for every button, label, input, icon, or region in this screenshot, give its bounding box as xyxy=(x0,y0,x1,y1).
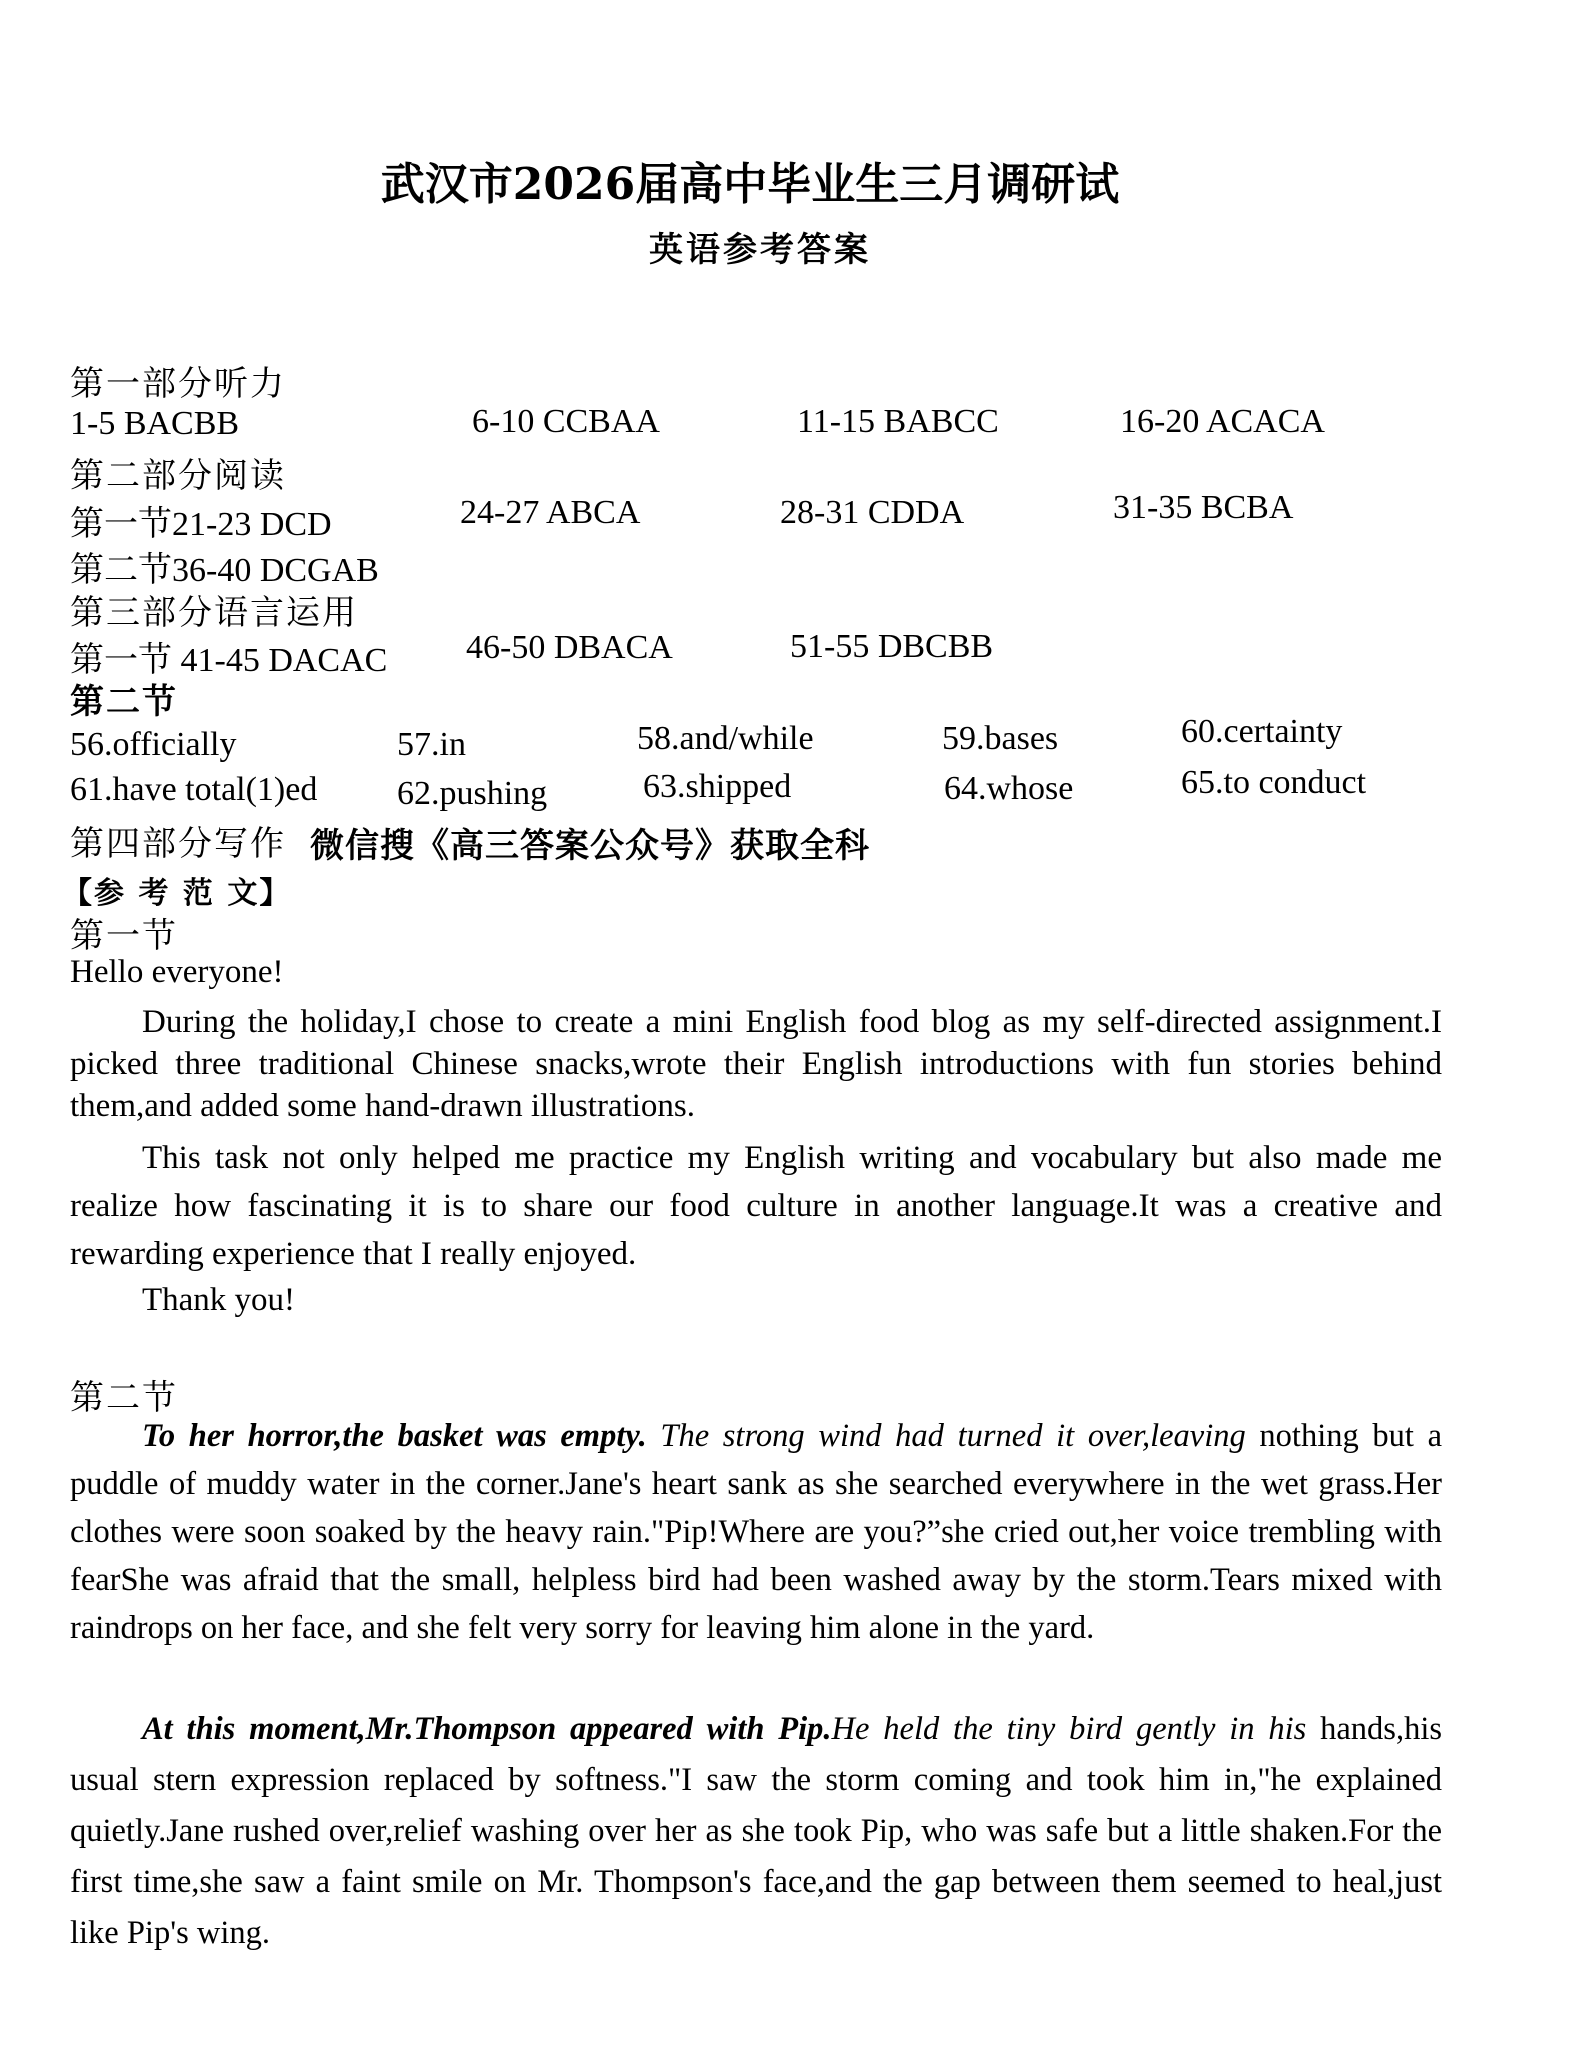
story-italic-text: The strong wind had turned it over,leaving xyxy=(646,1418,1246,1454)
fill-answer: 64.whose xyxy=(944,770,1074,807)
answer-group: 6-10 CCBAA xyxy=(472,403,660,440)
greeting: Hello everyone! xyxy=(70,954,284,990)
story-paragraph xyxy=(70,1704,1442,1959)
answer-group: 46-50 DBACA xyxy=(466,629,673,666)
story-text: hands,his usual stern expression replaced by softness."I saw the storm coming and took him in,"he explained quietly.Jane rushed over,relief washing over her as she took Pip, who was safe but a little shaken.For the first time,she saw a faint smile on Mr. Thompson's face,and the gap between them seemed to heal,just like Pip's wing. xyxy=(70,1711,1442,1951)
story-lead-sentence: At this moment,Mr.Thompson appeared with Pip. xyxy=(142,1711,832,1747)
fill-answer: 57.in xyxy=(397,726,466,763)
answer-group: 28-31 CDDA xyxy=(780,494,965,531)
story-paragraph xyxy=(70,1412,1442,1652)
part3-section2-heading: 第二节 xyxy=(70,682,178,722)
answer-group: 第一节21-23 DCD xyxy=(70,506,332,543)
answer-group: 16-20 ACACA xyxy=(1120,403,1325,440)
part2-heading: 第二部分阅读 xyxy=(70,456,286,496)
story-text: nothing but a puddle of muddy water in the corner.Jane's heart sank as she searched everywhere in the wet grass.Her clothes were soon soaked by the heavy rain."Pip!Where are you?”she cried out,her voice trembling with fearShe was afraid that the small, helpless bird had been washed away by the storm.Tears mixed with raindrops on her face, and she felt very sorry for leaving him alone in the yard. xyxy=(70,1418,1443,1646)
essay-paragraph: This task not only helped me practice my English writing and vocabulary but also made me realize how fascinating it is to share our food culture in another language.It was a creative and rewarding experience that I really enjoyed. xyxy=(70,1140,1442,1272)
part4-heading: 第四部分写作 xyxy=(70,824,286,864)
fill-answer: 56.officially xyxy=(70,726,237,763)
page-subtitle: 英语参考答案 xyxy=(649,230,871,270)
answer-group: 31-35 BCBA xyxy=(1113,489,1294,526)
page-title: 武汉市2026届高中毕业生三月调研试 xyxy=(380,159,1120,210)
answer-group: 1-5 BACBB xyxy=(70,405,240,442)
answer-group: 11-15 BABCC xyxy=(797,403,999,440)
fill-answer: 60.certainty xyxy=(1181,713,1343,750)
essay-paragraph: During the holiday,I chose to create a mini English food blog as my self-directed assignment.I picked three traditional Chinese snacks,wrote their English introductions with fun stories behind them,and added some hand-drawn illustrations. xyxy=(70,1004,1442,1124)
part3-heading: 第三部分语言运用 xyxy=(70,593,358,633)
fill-answer: 63.shipped xyxy=(643,768,792,805)
fill-answer: 65.to conduct xyxy=(1181,764,1367,801)
essay-closing: Thank you! xyxy=(142,1282,296,1318)
story-lead-sentence: To her horror,the basket was empty. xyxy=(142,1418,647,1454)
fill-answer: 58.and/while xyxy=(637,720,814,757)
writing-section1-label: 第一节 xyxy=(70,916,178,956)
story-italic-text: He held the tiny bird gently in his xyxy=(831,1711,1307,1747)
answer-group: 第一节 41-45 DACAC xyxy=(70,642,388,679)
answer-group: 24-27 ABCA xyxy=(460,494,641,531)
answer-group: 51-55 DBCBB xyxy=(790,628,994,665)
fill-answer: 62.pushing xyxy=(397,775,548,812)
sample-essay-label: 【参 考 范 文】 xyxy=(62,876,292,911)
writing-section2-label: 第二节 xyxy=(70,1378,178,1418)
fill-answer: 61.have total(1)ed xyxy=(70,771,318,808)
fill-answer: 59.bases xyxy=(942,720,1059,757)
promo-text: 微信搜《高三答案公众号》获取全科 xyxy=(310,826,870,866)
answer-group: 第二节36-40 DCGAB xyxy=(70,552,379,589)
part1-heading: 第一部分听力 xyxy=(70,364,286,404)
